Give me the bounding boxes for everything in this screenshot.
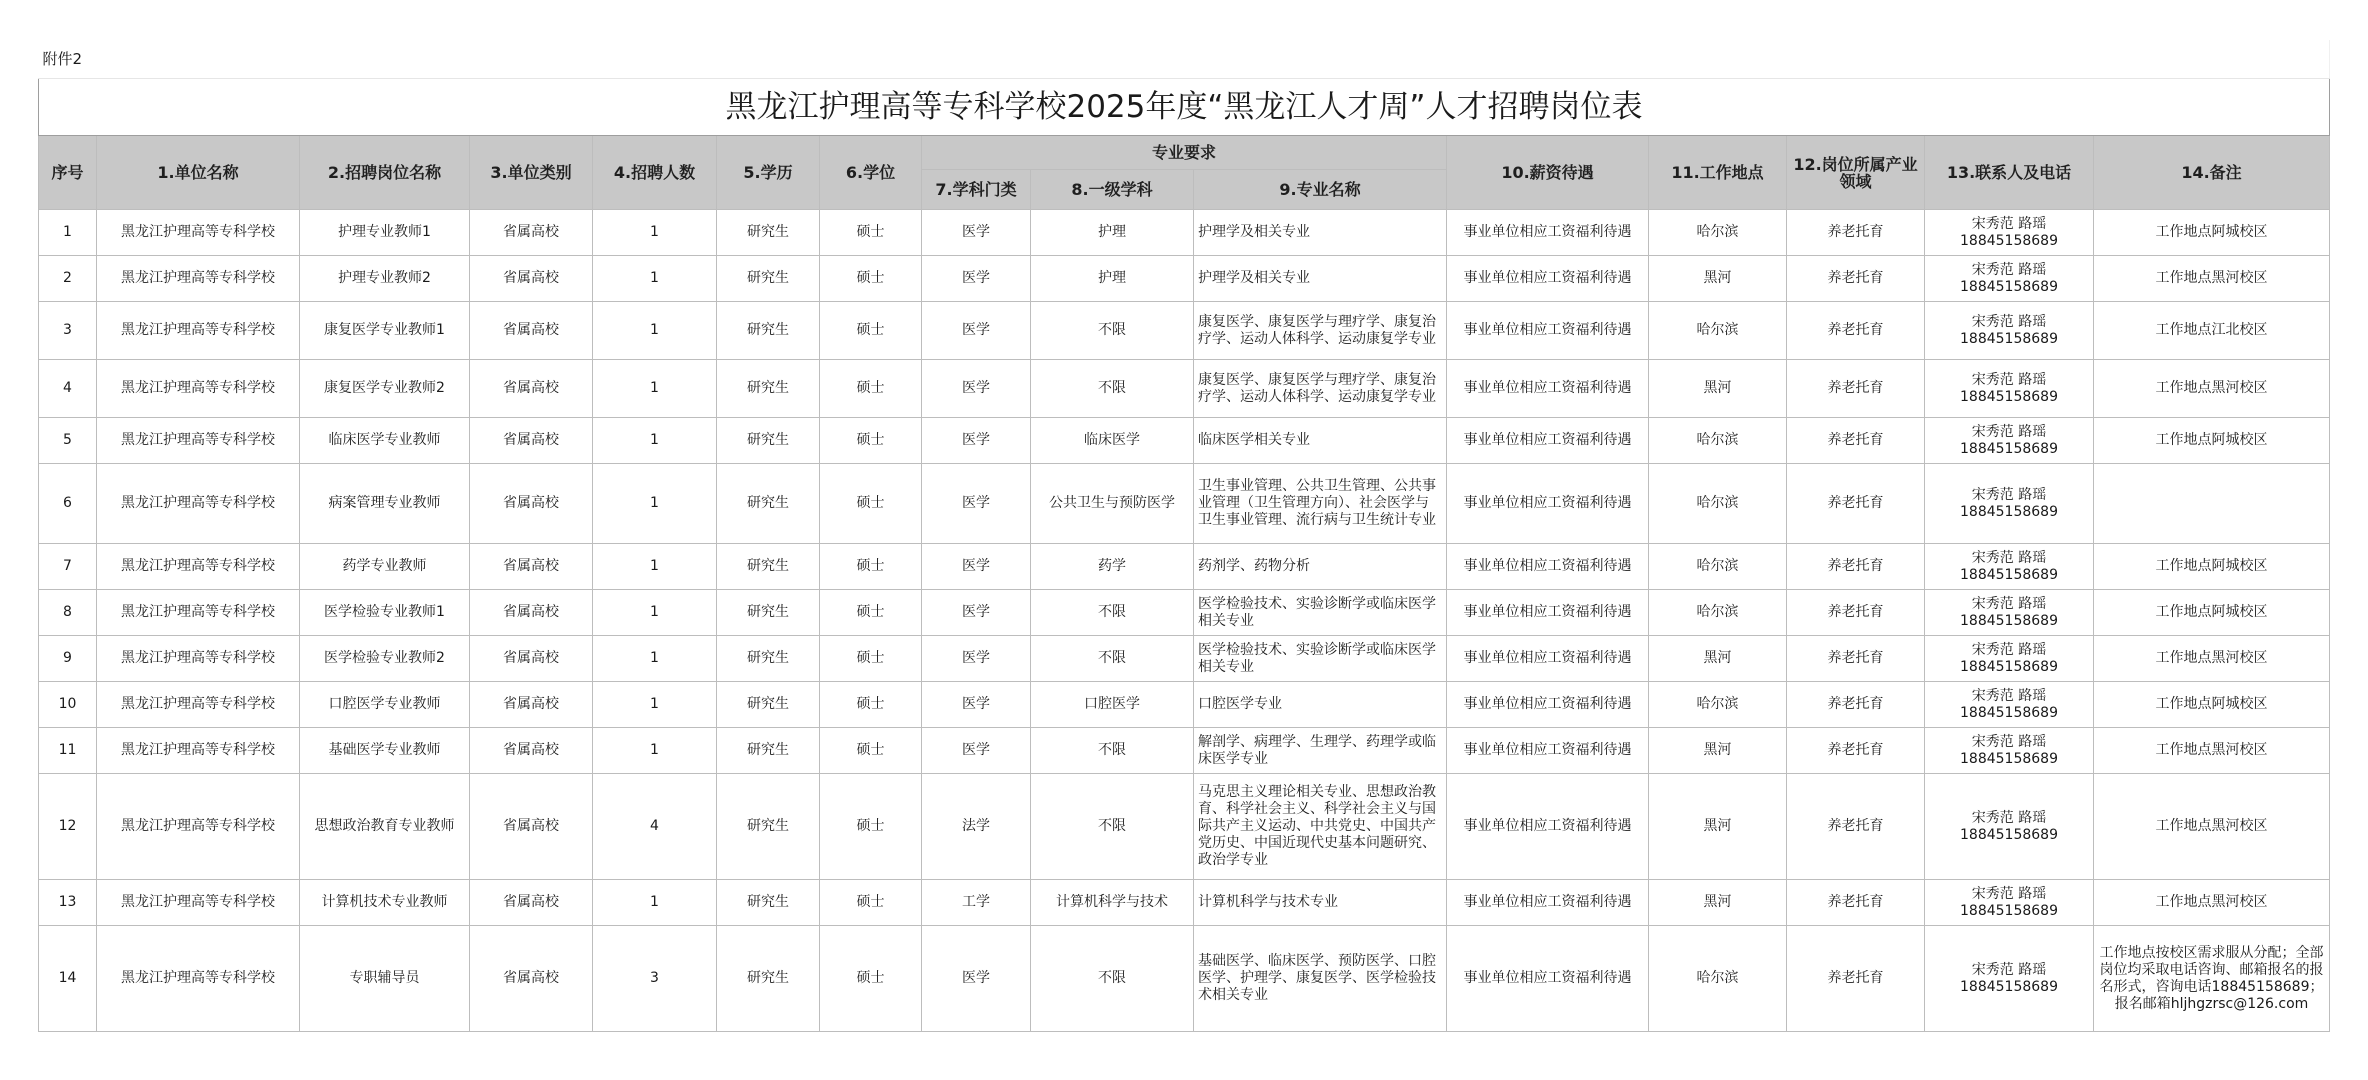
- cell-unit-type: 省属高校: [470, 418, 593, 464]
- cell-education: 研究生: [717, 636, 820, 682]
- cell-unit-type: 省属高校: [470, 774, 593, 880]
- page-title: 黑龙江护理高等专科学校2025年度“黑龙江人才周”人才招聘岗位表: [39, 79, 2330, 136]
- cell-count: 1: [593, 256, 717, 302]
- contact-phone: 18845158689: [1960, 440, 2058, 457]
- cell-major: 药剂学、药物分析: [1194, 544, 1447, 590]
- cell-unit: 黑龙江护理高等专科学校: [97, 880, 300, 926]
- cell-contact: [1925, 774, 2094, 880]
- cell-degree: 硕士: [820, 360, 922, 418]
- cell-seq: 10: [39, 682, 97, 728]
- cell-discipline: 计算机科学与技术: [1031, 880, 1194, 926]
- header-row-1: [39, 136, 2330, 170]
- cell-degree: 硕士: [820, 590, 922, 636]
- cell-count: 1: [593, 464, 717, 544]
- cell-remark: 工作地点阿城校区: [2094, 418, 2330, 464]
- table-row: [39, 926, 2330, 1032]
- cell-discipline: 不限: [1031, 728, 1194, 774]
- cell-industry: 养老托育: [1787, 256, 1925, 302]
- cell-category: 法学: [922, 774, 1031, 880]
- table-row: [39, 774, 2330, 880]
- cell-contact: [1925, 210, 2094, 256]
- cell-seq: 4: [39, 360, 97, 418]
- cell-discipline: 口腔医学: [1031, 682, 1194, 728]
- cell-salary: 事业单位相应工资福利待遇: [1447, 880, 1649, 926]
- cell-count: 1: [593, 682, 717, 728]
- cell-seq: 7: [39, 544, 97, 590]
- cell-major: 马克思主义理论相关专业、思想政治教育、科学社会主义、科学社会主义与国际共产主义运动、中共党史、中国共产党历史、中国近现代史基本问题研究、政治学专业: [1194, 774, 1447, 880]
- cell-unit-type: 省属高校: [470, 926, 593, 1032]
- cell-major: 基础医学、临床医学、预防医学、口腔医学、护理学、康复医学、医学检验技术相关专业: [1194, 926, 1447, 1032]
- cell-discipline: 不限: [1031, 774, 1194, 880]
- contact-phone: 18845158689: [1960, 902, 2058, 919]
- cell-location: 哈尔滨: [1649, 418, 1787, 464]
- cell-contact: [1925, 880, 2094, 926]
- cell-salary: 事业单位相应工资福利待遇: [1447, 926, 1649, 1032]
- table-row: [39, 880, 2330, 926]
- contact-name: 宋秀范 路瑶: [1971, 687, 2047, 704]
- cell-education: 研究生: [717, 360, 820, 418]
- cell-salary: 事业单位相应工资福利待遇: [1447, 590, 1649, 636]
- cell-unit-type: 省属高校: [470, 728, 593, 774]
- col-header-unit-type: 3.单位类别: [470, 136, 593, 210]
- cell-count: 1: [593, 418, 717, 464]
- cell-seq: 14: [39, 926, 97, 1032]
- cell-remark: 工作地点黑河校区: [2094, 880, 2330, 926]
- cell-discipline: 护理: [1031, 256, 1194, 302]
- table-row: [39, 418, 2330, 464]
- cell-seq: 3: [39, 302, 97, 360]
- contact-phone: 18845158689: [1960, 330, 2058, 347]
- table-row: [39, 256, 2330, 302]
- contact-phone: 18845158689: [1960, 658, 2058, 675]
- col-header-count: 4.招聘人数: [593, 136, 717, 210]
- cell-seq: 6: [39, 464, 97, 544]
- col-header-major-requirements: 专业要求: [922, 136, 1447, 170]
- cell-degree: 硕士: [820, 636, 922, 682]
- cell-discipline: 不限: [1031, 360, 1194, 418]
- cell-location: 哈尔滨: [1649, 302, 1787, 360]
- cell-category: 医学: [922, 302, 1031, 360]
- contact-phone: 18845158689: [1960, 978, 2058, 995]
- cell-industry: 养老托育: [1787, 682, 1925, 728]
- cell-category: 医学: [922, 210, 1031, 256]
- contact-phone: 18845158689: [1960, 388, 2058, 405]
- cell-unit: 黑龙江护理高等专科学校: [97, 464, 300, 544]
- contact-phone: 18845158689: [1960, 503, 2058, 520]
- cell-salary: 事业单位相应工资福利待遇: [1447, 210, 1649, 256]
- contact-phone: 18845158689: [1960, 826, 2058, 843]
- cell-seq: 11: [39, 728, 97, 774]
- cell-degree: 硕士: [820, 464, 922, 544]
- cell-discipline: 药学: [1031, 544, 1194, 590]
- cell-count: 1: [593, 360, 717, 418]
- cell-category: 医学: [922, 418, 1031, 464]
- cell-industry: 养老托育: [1787, 880, 1925, 926]
- cell-education: 研究生: [717, 256, 820, 302]
- cell-unit-type: 省属高校: [470, 360, 593, 418]
- cell-unit: 黑龙江护理高等专科学校: [97, 590, 300, 636]
- cell-count: 4: [593, 774, 717, 880]
- cell-unit-type: 省属高校: [470, 210, 593, 256]
- cell-industry: 养老托育: [1787, 544, 1925, 590]
- cell-location: 哈尔滨: [1649, 210, 1787, 256]
- cell-unit-type: 省属高校: [470, 880, 593, 926]
- cell-post: 专职辅导员: [300, 926, 470, 1032]
- cell-unit: 黑龙江护理高等专科学校: [97, 302, 300, 360]
- cell-remark: 工作地点黑河校区: [2094, 360, 2330, 418]
- cell-salary: 事业单位相应工资福利待遇: [1447, 774, 1649, 880]
- contact-name: 宋秀范 路瑶: [1971, 371, 2047, 388]
- cell-salary: 事业单位相应工资福利待遇: [1447, 302, 1649, 360]
- table-row: [39, 590, 2330, 636]
- cell-unit: 黑龙江护理高等专科学校: [97, 544, 300, 590]
- cell-degree: 硕士: [820, 728, 922, 774]
- col-header-discipline: 8.一级学科: [1031, 170, 1194, 210]
- cell-unit: 黑龙江护理高等专科学校: [97, 418, 300, 464]
- cell-seq: 12: [39, 774, 97, 880]
- cell-location: 哈尔滨: [1649, 682, 1787, 728]
- cell-post: 康复医学专业教师1: [300, 302, 470, 360]
- col-header-major: 9.专业名称: [1194, 170, 1447, 210]
- cell-education: 研究生: [717, 728, 820, 774]
- cell-category: 医学: [922, 256, 1031, 302]
- cell-location: 黑河: [1649, 360, 1787, 418]
- cell-industry: 养老托育: [1787, 728, 1925, 774]
- cell-remark: 工作地点阿城校区: [2094, 210, 2330, 256]
- cell-seq: 13: [39, 880, 97, 926]
- cell-location: 哈尔滨: [1649, 544, 1787, 590]
- cell-salary: 事业单位相应工资福利待遇: [1447, 636, 1649, 682]
- cell-education: 研究生: [717, 682, 820, 728]
- cell-major: 护理学及相关专业: [1194, 210, 1447, 256]
- contact-name: 宋秀范 路瑶: [1971, 215, 2047, 232]
- cell-industry: 养老托育: [1787, 464, 1925, 544]
- cell-unit: 黑龙江护理高等专科学校: [97, 728, 300, 774]
- col-header-post: 2.招聘岗位名称: [300, 136, 470, 210]
- cell-industry: 养老托育: [1787, 360, 1925, 418]
- cell-category: 医学: [922, 590, 1031, 636]
- cell-post: 基础医学专业教师: [300, 728, 470, 774]
- col-header-salary: 10.薪资待遇: [1447, 136, 1649, 210]
- cell-unit: 黑龙江护理高等专科学校: [97, 682, 300, 728]
- cell-seq: 2: [39, 256, 97, 302]
- cell-degree: 硕士: [820, 302, 922, 360]
- cell-education: 研究生: [717, 210, 820, 256]
- cell-contact: [1925, 256, 2094, 302]
- cell-post: 口腔医学专业教师: [300, 682, 470, 728]
- cell-industry: 养老托育: [1787, 636, 1925, 682]
- cell-unit-type: 省属高校: [470, 682, 593, 728]
- cell-remark: [2094, 464, 2330, 544]
- contact-name: 宋秀范 路瑶: [1971, 595, 2047, 612]
- cell-post: 医学检验专业教师2: [300, 636, 470, 682]
- cell-category: 医学: [922, 360, 1031, 418]
- cell-location: 黑河: [1649, 636, 1787, 682]
- cell-count: 3: [593, 926, 717, 1032]
- cell-remark: 工作地点阿城校区: [2094, 590, 2330, 636]
- table-row: [39, 728, 2330, 774]
- cell-major: 口腔医学专业: [1194, 682, 1447, 728]
- cell-salary: 事业单位相应工资福利待遇: [1447, 418, 1649, 464]
- contact-phone: 18845158689: [1960, 704, 2058, 721]
- cell-degree: 硕士: [820, 682, 922, 728]
- cell-unit-type: 省属高校: [470, 636, 593, 682]
- cell-unit: 黑龙江护理高等专科学校: [97, 210, 300, 256]
- col-header-industry: 12.岗位所属产业领域: [1787, 136, 1925, 210]
- table-row: [39, 464, 2330, 544]
- cell-post: 护理专业教师2: [300, 256, 470, 302]
- cell-seq: 5: [39, 418, 97, 464]
- cell-post: 医学检验专业教师1: [300, 590, 470, 636]
- contact-name: 宋秀范 路瑶: [1971, 423, 2047, 440]
- cell-major: 护理学及相关专业: [1194, 256, 1447, 302]
- cell-discipline: 公共卫生与预防医学: [1031, 464, 1194, 544]
- cell-degree: 硕士: [820, 210, 922, 256]
- cell-unit: 黑龙江护理高等专科学校: [97, 926, 300, 1032]
- cell-degree: 硕士: [820, 926, 922, 1032]
- cell-category: 医学: [922, 926, 1031, 1032]
- cell-education: 研究生: [717, 926, 820, 1032]
- cell-category: 医学: [922, 636, 1031, 682]
- cell-industry: 养老托育: [1787, 210, 1925, 256]
- cell-unit: 黑龙江护理高等专科学校: [97, 360, 300, 418]
- cell-degree: 硕士: [820, 774, 922, 880]
- cell-industry: 养老托育: [1787, 926, 1925, 1032]
- cell-location: 黑河: [1649, 880, 1787, 926]
- contact-name: 宋秀范 路瑶: [1971, 641, 2047, 658]
- cell-location: 哈尔滨: [1649, 464, 1787, 544]
- cell-remark: 工作地点黑河校区: [2094, 256, 2330, 302]
- cell-education: 研究生: [717, 880, 820, 926]
- cell-industry: 养老托育: [1787, 590, 1925, 636]
- cell-contact: [1925, 682, 2094, 728]
- cell-unit: 黑龙江护理高等专科学校: [97, 636, 300, 682]
- cell-category: 工学: [922, 880, 1031, 926]
- cell-industry: 养老托育: [1787, 418, 1925, 464]
- attachment-row: [39, 40, 2330, 79]
- contact-phone: 18845158689: [1960, 750, 2058, 767]
- contact-name: 宋秀范 路瑶: [1971, 261, 2047, 278]
- cell-post: 药学专业教师: [300, 544, 470, 590]
- cell-degree: 硕士: [820, 544, 922, 590]
- attachment-label: 附件2: [39, 40, 2330, 79]
- col-header-category: 7.学科门类: [922, 170, 1031, 210]
- cell-discipline: 不限: [1031, 302, 1194, 360]
- cell-discipline: 不限: [1031, 926, 1194, 1032]
- cell-salary: 事业单位相应工资福利待遇: [1447, 464, 1649, 544]
- col-header-remark: 14.备注: [2094, 136, 2330, 210]
- table-row: [39, 544, 2330, 590]
- col-header-contact: 13.联系人及电话: [1925, 136, 2094, 210]
- cell-post: 护理专业教师1: [300, 210, 470, 256]
- table-row: [39, 210, 2330, 256]
- cell-major: 医学检验技术、实验诊断学或临床医学相关专业: [1194, 636, 1447, 682]
- table-row: [39, 302, 2330, 360]
- cell-contact: [1925, 418, 2094, 464]
- cell-count: 1: [593, 544, 717, 590]
- col-header-degree: 6.学位: [820, 136, 922, 210]
- contact-name: 宋秀范 路瑶: [1971, 313, 2047, 330]
- cell-location: 哈尔滨: [1649, 590, 1787, 636]
- cell-industry: 养老托育: [1787, 774, 1925, 880]
- cell-post: 临床医学专业教师: [300, 418, 470, 464]
- recruitment-table: [38, 40, 2330, 1032]
- cell-unit: 黑龙江护理高等专科学校: [97, 256, 300, 302]
- cell-count: 1: [593, 880, 717, 926]
- cell-remark: 工作地点按校区需求服从分配；全部岗位均采取电话咨询、邮箱报名的报名形式，咨询电话18845158689；报名邮箱hljhgzrsc@126.com: [2094, 926, 2330, 1032]
- cell-location: 黑河: [1649, 774, 1787, 880]
- cell-contact: [1925, 464, 2094, 544]
- cell-contact: [1925, 926, 2094, 1032]
- cell-remark: 工作地点阿城校区: [2094, 544, 2330, 590]
- cell-major: 康复医学、康复医学与理疗学、康复治疗学、运动人体科学、运动康复学专业: [1194, 302, 1447, 360]
- cell-count: 1: [593, 210, 717, 256]
- cell-unit-type: 省属高校: [470, 302, 593, 360]
- cell-remark: 工作地点黑河校区: [2094, 636, 2330, 682]
- cell-discipline: 不限: [1031, 636, 1194, 682]
- cell-unit-type: 省属高校: [470, 256, 593, 302]
- cell-contact: [1925, 636, 2094, 682]
- cell-salary: 事业单位相应工资福利待遇: [1447, 256, 1649, 302]
- cell-post: 计算机技术专业教师: [300, 880, 470, 926]
- cell-category: 医学: [922, 464, 1031, 544]
- cell-degree: 硕士: [820, 418, 922, 464]
- cell-remark: 工作地点阿城校区: [2094, 682, 2330, 728]
- cell-post: 病案管理专业教师: [300, 464, 470, 544]
- cell-seq: 9: [39, 636, 97, 682]
- cell-education: 研究生: [717, 418, 820, 464]
- contact-phone: 18845158689: [1960, 232, 2058, 249]
- cell-unit-type: 省属高校: [470, 544, 593, 590]
- cell-major: 临床医学相关专业: [1194, 418, 1447, 464]
- col-header-unit: 1.单位名称: [97, 136, 300, 210]
- cell-count: 1: [593, 590, 717, 636]
- col-header-education: 5.学历: [717, 136, 820, 210]
- cell-discipline: 临床医学: [1031, 418, 1194, 464]
- cell-discipline: 不限: [1031, 590, 1194, 636]
- cell-contact: [1925, 728, 2094, 774]
- cell-major: 医学检验技术、实验诊断学或临床医学相关专业: [1194, 590, 1447, 636]
- contact-name: 宋秀范 路瑶: [1971, 961, 2047, 978]
- cell-salary: 事业单位相应工资福利待遇: [1447, 544, 1649, 590]
- cell-major: 计算机科学与技术专业: [1194, 880, 1447, 926]
- cell-contact: [1925, 590, 2094, 636]
- cell-location: 哈尔滨: [1649, 926, 1787, 1032]
- cell-category: 医学: [922, 544, 1031, 590]
- contact-name: 宋秀范 路瑶: [1971, 809, 2047, 826]
- cell-education: 研究生: [717, 774, 820, 880]
- contact-name: 宋秀范 路瑶: [1971, 733, 2047, 750]
- cell-remark: 工作地点黑河校区: [2094, 774, 2330, 880]
- contact-name: 宋秀范 路瑶: [1971, 486, 2047, 503]
- cell-major: 卫生事业管理、公共卫生管理、公共事业管理（卫生管理方向）、社会医学与卫生事业管理、流行病与卫生统计专业: [1194, 464, 1447, 544]
- cell-major: 康复医学、康复医学与理疗学、康复治疗学、运动人体科学、运动康复学专业: [1194, 360, 1447, 418]
- cell-contact: [1925, 360, 2094, 418]
- cell-seq: 1: [39, 210, 97, 256]
- cell-major: 解剖学、病理学、生理学、药理学或临床医学专业: [1194, 728, 1447, 774]
- contact-name: 宋秀范 路瑶: [1971, 549, 2047, 566]
- cell-post: 思想政治教育专业教师: [300, 774, 470, 880]
- cell-education: 研究生: [717, 464, 820, 544]
- title-row: [39, 79, 2330, 136]
- contact-phone: 18845158689: [1960, 566, 2058, 583]
- col-header-seq: 序号: [39, 136, 97, 210]
- cell-count: 1: [593, 728, 717, 774]
- cell-degree: 硕士: [820, 256, 922, 302]
- cell-salary: 事业单位相应工资福利待遇: [1447, 682, 1649, 728]
- contact-phone: 18845158689: [1960, 612, 2058, 629]
- cell-count: 1: [593, 636, 717, 682]
- cell-degree: 硕士: [820, 880, 922, 926]
- cell-post: 康复医学专业教师2: [300, 360, 470, 418]
- cell-education: 研究生: [717, 544, 820, 590]
- contact-phone: 18845158689: [1960, 278, 2058, 295]
- cell-location: 黑河: [1649, 728, 1787, 774]
- cell-contact: [1925, 544, 2094, 590]
- cell-category: 医学: [922, 728, 1031, 774]
- col-header-location: 11.工作地点: [1649, 136, 1787, 210]
- cell-location: 黑河: [1649, 256, 1787, 302]
- cell-discipline: 护理: [1031, 210, 1194, 256]
- cell-count: 1: [593, 302, 717, 360]
- table-row: [39, 360, 2330, 418]
- cell-education: 研究生: [717, 302, 820, 360]
- cell-industry: 养老托育: [1787, 302, 1925, 360]
- contact-name: 宋秀范 路瑶: [1971, 885, 2047, 902]
- cell-remark: 工作地点黑河校区: [2094, 728, 2330, 774]
- table-row: [39, 636, 2330, 682]
- cell-unit: 黑龙江护理高等专科学校: [97, 774, 300, 880]
- cell-education: 研究生: [717, 590, 820, 636]
- cell-salary: 事业单位相应工资福利待遇: [1447, 360, 1649, 418]
- cell-remark: 工作地点江北校区: [2094, 302, 2330, 360]
- cell-salary: 事业单位相应工资福利待遇: [1447, 728, 1649, 774]
- cell-unit-type: 省属高校: [470, 464, 593, 544]
- cell-seq: 8: [39, 590, 97, 636]
- cell-contact: [1925, 302, 2094, 360]
- cell-unit-type: 省属高校: [470, 590, 593, 636]
- cell-category: 医学: [922, 682, 1031, 728]
- table-row: [39, 682, 2330, 728]
